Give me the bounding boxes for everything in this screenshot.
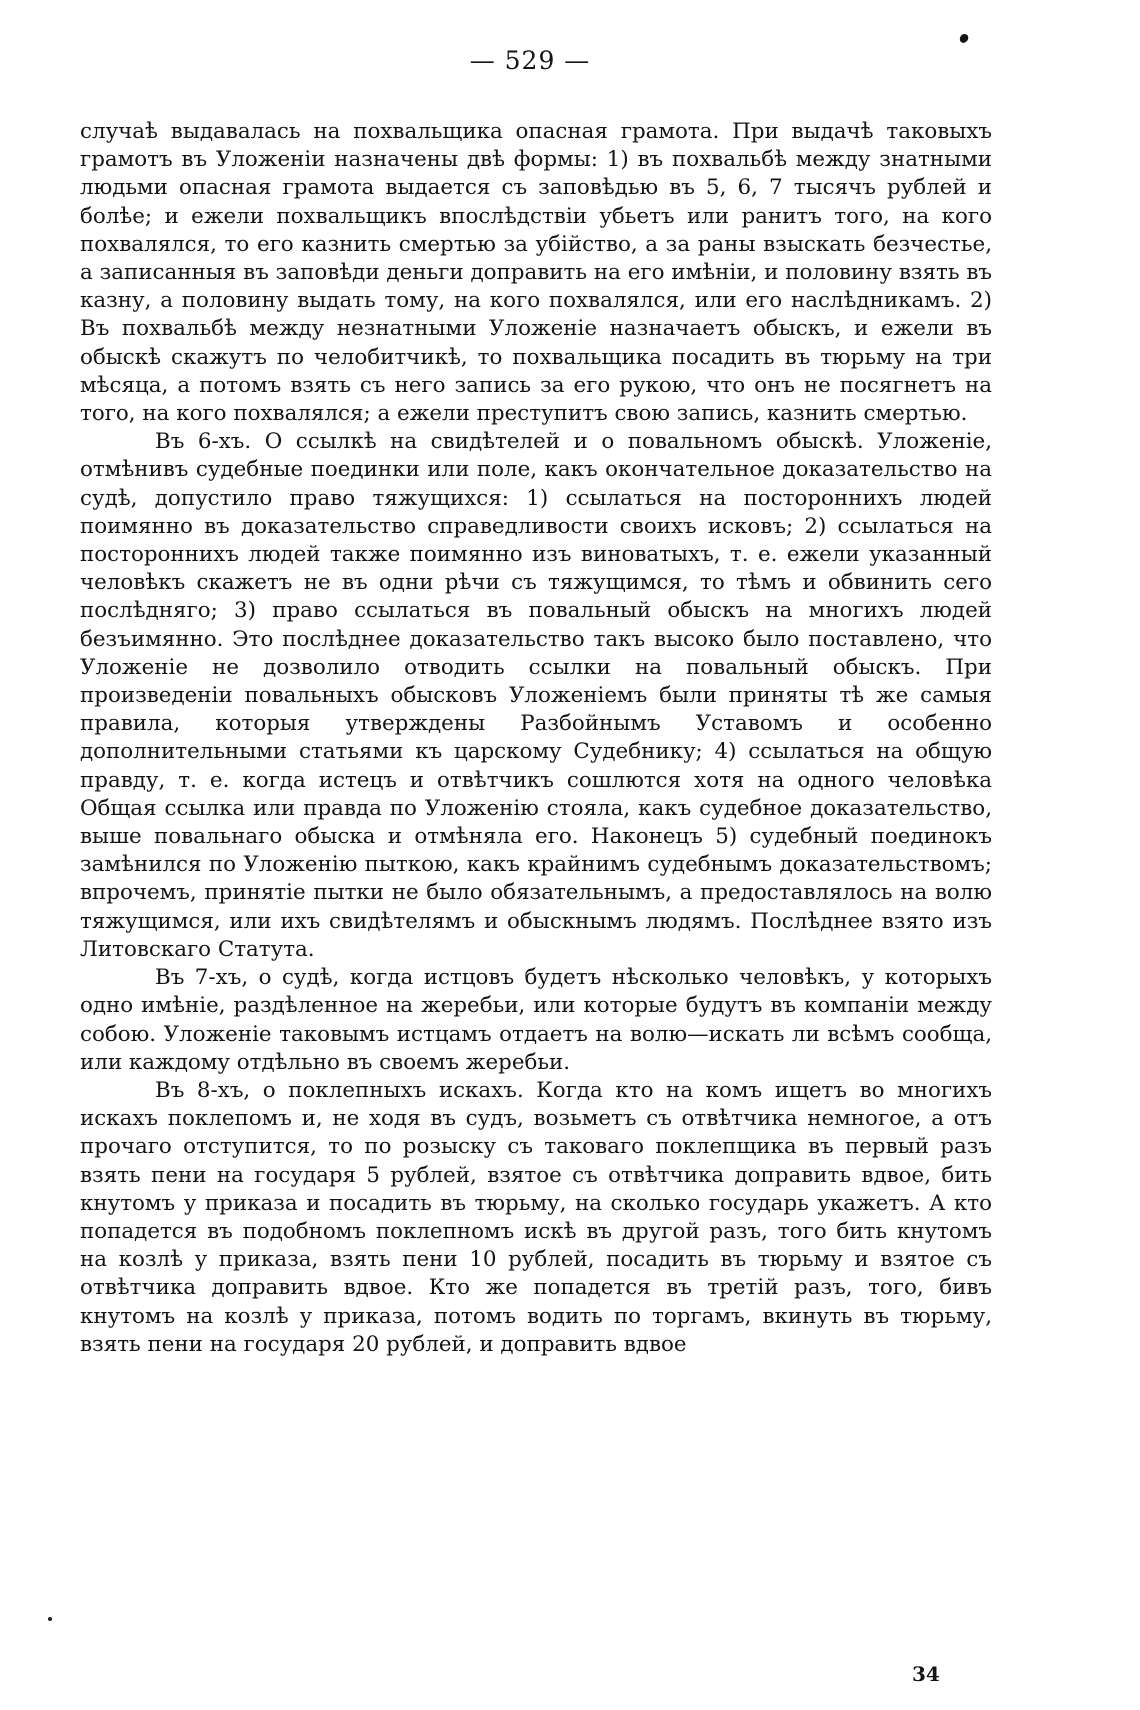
ink-spot	[959, 33, 970, 44]
margin-dot	[48, 1617, 52, 1621]
paragraph: Въ 6-хъ. О ссылкѣ на свидѣтелей и о повальномъ обыскѣ. Уложеніе, отмѣнивъ судебные поединки или поле, какъ окончательное доказательство на судѣ, допустило право тяжущихся: 1) ссылаться на постороннихъ людей поимянно въ доказательство справедливости своихъ исковъ; 2) ссылаться на постороннихъ людей также поимянно изъ виноватыхъ, т. е. ежели указанный человѣкъ скажетъ не въ одни рѣчи съ тяжущимся, то тѣмъ и обвинить сего послѣдняго; 3) право ссылаться въ повальный обыскъ на многихъ людей безъимянно. Это послѣднее доказательство такъ высоко было поставлено, что Уложеніе не дозволило отводить ссылки на повальный обыскъ. При произведеніи повальныхъ обысковъ Уложеніемъ были приняты тѣ же самыя правила, которыя утверждены Разбойнымъ Уставомъ и особенно дополнительными статьями къ царскому Судебнику; 4) ссылаться на общую правду, т. е. когда истецъ и отвѣтчикъ сошлются хотя на одного человѣка Общая ссылка или правда по Уложенію стояла, какъ судебное доказательство, выше повальнаго обыска и отмѣняла его. Наконецъ 5) судебный поединокъ замѣнился по Уложенію пыткою, какъ крайнимъ судебнымъ доказательствомъ; впрочемъ, принятіе пытки не было обязательнымъ, а предоставлялось на волю тяжущимся, или ихъ свидѣтелямъ и обыскнымъ людямъ. Послѣднее взято изъ Литовскаго Статута.	[80, 429, 992, 962]
paragraph: случаѣ выдавалась на похвальщика опасная грамота. При выдачѣ таковыхъ грамотъ въ Уложеніи назначены двѣ формы: 1) въ похвальбѣ между знатными людьми опасная грамота выдается съ заповѣдью въ 5, 6, 7 тысячъ рублей и болѣе; и ежели похвальщикъ впослѣдствіи убьетъ или ранитъ того, на кого похвалялся, то его казнить смертью за убійство, а за раны взыскать безчестье, а записанныя въ заповѣди деньги доправить на его имѣніи, и половину взять въ казну, а половину выдать тому, на кого похвалялся, или его наслѣдникамъ. 2) Въ похвальбѣ между незнатными Уложеніе назначаетъ обыскъ, и ежели въ обыскѣ скажутъ по челобитчикѣ, то похвальщика посадить въ тюрьму на три мѣсяца, а потомъ взять съ него запись за его рукою, что онъ не посягнетъ на того, на кого похвалялся; а ежели преступитъ свою запись, казнить смертью.	[80, 119, 992, 427]
page-number: — 529 —	[469, 46, 591, 75]
paragraph: Въ 8-хъ, о поклепныхъ искахъ. Когда кто на комъ ищетъ во многихъ искахъ поклепомъ и, не ходя въ судъ, возьметъ съ отвѣтчика немногое, а отъ прочаго отступится, то по розыску съ таковаго поклепщика въ первый разъ взять пени на государя 5 рублей, взятое съ отвѣтчика доправить вдвое, бить кнутомъ у приказа и посадить въ тюрьму, на сколько государь укажетъ. А кто попадется въ подобномъ поклепномъ искѣ въ другой разъ, того бить кнутомъ на козлѣ у приказа, взять пени 10 рублей, посадить въ тюрьму и взятое съ отвѣтчика доправить вдвое. Кто же попадется въ третій разъ, того, бивъ кнутомъ на козлѣ у приказа, потомъ водить по торгамъ, вкинуть въ тюрьму, взять пени на государя 20 рублей, и доправить вдвое	[80, 1077, 992, 1357]
body-text	[80, 118, 992, 1359]
signature-mark: 34	[912, 1662, 940, 1686]
paragraph: Въ 7-хъ, о судѣ, когда истцовъ будетъ нѣсколько человѣкъ, у которыхъ одно имѣніе, раздѣленное на жеребьи, или которые будутъ въ компаніи между собою. Уложеніе таковымъ истцамъ отдаетъ на волю—искать ли всѣмъ сообща, или каждому отдѣльно въ своемъ жеребьи.	[80, 965, 992, 1075]
